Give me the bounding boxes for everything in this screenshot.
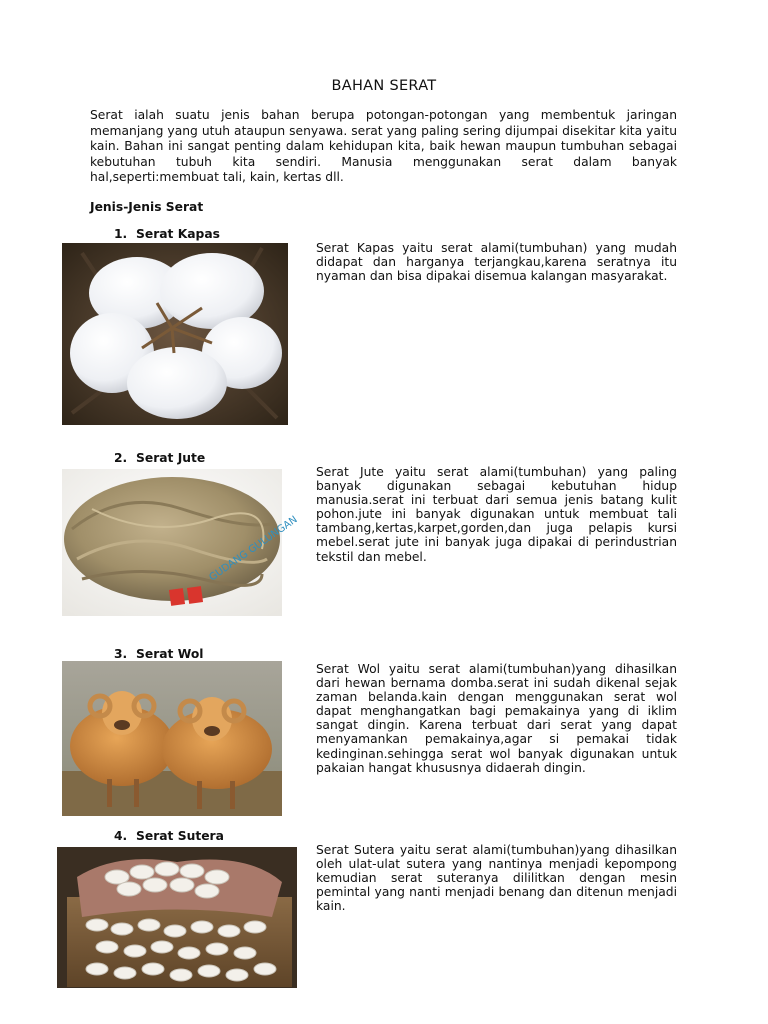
item-name: Serat Kapas: [136, 227, 220, 241]
item-title-wol: [114, 647, 204, 661]
item-name: Serat Sutera: [136, 829, 224, 843]
watermark-text: GUDANG GULUNGAN: [207, 514, 300, 584]
item-description-jute: Serat Jute yaitu serat alami(tumbuhan) yang paling banyak digunakan sebagai kebutuhan hidup manusia.serat ini terbuat dari semua jenis batang kulit pohon.jute ini banyak digunakan untuk membuat tali tambang,kertas,karpet,gorden,dan juga pelapis kursi mebel.serat jute ini banyak juga dipakai di perindustrian tekstil dan mebel.: [316, 465, 677, 564]
silk-cocoons-image: [57, 847, 297, 988]
item-title-sutera: [114, 829, 224, 843]
item-number: 4.: [114, 829, 128, 843]
intro-paragraph: Serat ialah suatu jenis bahan berupa potongan-potongan yang membentuk jaringan memanjang yang utuh ataupun senyawa. serat yang paling sering dijumpai disekitar kita yaitu kain. Bahan ini sangat penting dalam kehidupan kita, baik hewan maupun tumbuhan sebagai kebutuhan tubuh kita sendiri. Manusia menggunakan serat dalam banyak hal,seperti:membuat tali, kain, kertas dll.: [90, 108, 677, 184]
item-number: 1.: [114, 227, 128, 241]
item-title-kapas: [114, 227, 220, 241]
item-name: Serat Wol: [136, 647, 204, 661]
document-title: BAHAN SERAT: [331, 78, 437, 94]
item-description-kapas: Serat Kapas yaitu serat alami(tumbuhan) yang mudah didapat dan harganya terjangkau,karena seratnya itu nyaman dan bisa dipakai disemua kalangan masyarakat.: [316, 241, 677, 284]
item-number: 2.: [114, 451, 128, 465]
sheep-image: [62, 661, 282, 816]
item-name: Serat Jute: [136, 451, 206, 465]
item-number: 3.: [114, 647, 128, 661]
item-title-jute: [114, 451, 205, 465]
item-description-wol: Serat Wol yaitu serat alami(tumbuhan)yang dihasilkan dari hewan bernama domba.serat ini sudah dikenal sejak zaman belanda.kain dengan menggunakan serat wol dapat menghangatkan bagi pemakainya yang di iklim sangat dingin. Karena terbuat dari serat yang dapat menyamankan pemakainya,agar si pemakai tidak kedinginan.sehingga serat wol banyak digunakan untuk pakaian hangat khususnya didaerah dingin.: [316, 662, 677, 775]
cotton-boll-image: [62, 243, 288, 425]
jute-fiber-image: [62, 469, 300, 616]
item-description-sutera: Serat Sutera yaitu serat alami(tumbuhan)yang dihasilkan oleh ulat-ulat sutera yang nantinya menjadi kepompong kemudian serat suteranya dililitkan dengan mesin pemintal yang nanti menjadi benang dan ditenun menjadi kain.: [316, 843, 677, 914]
section-heading: Jenis-Jenis Serat: [90, 200, 204, 214]
